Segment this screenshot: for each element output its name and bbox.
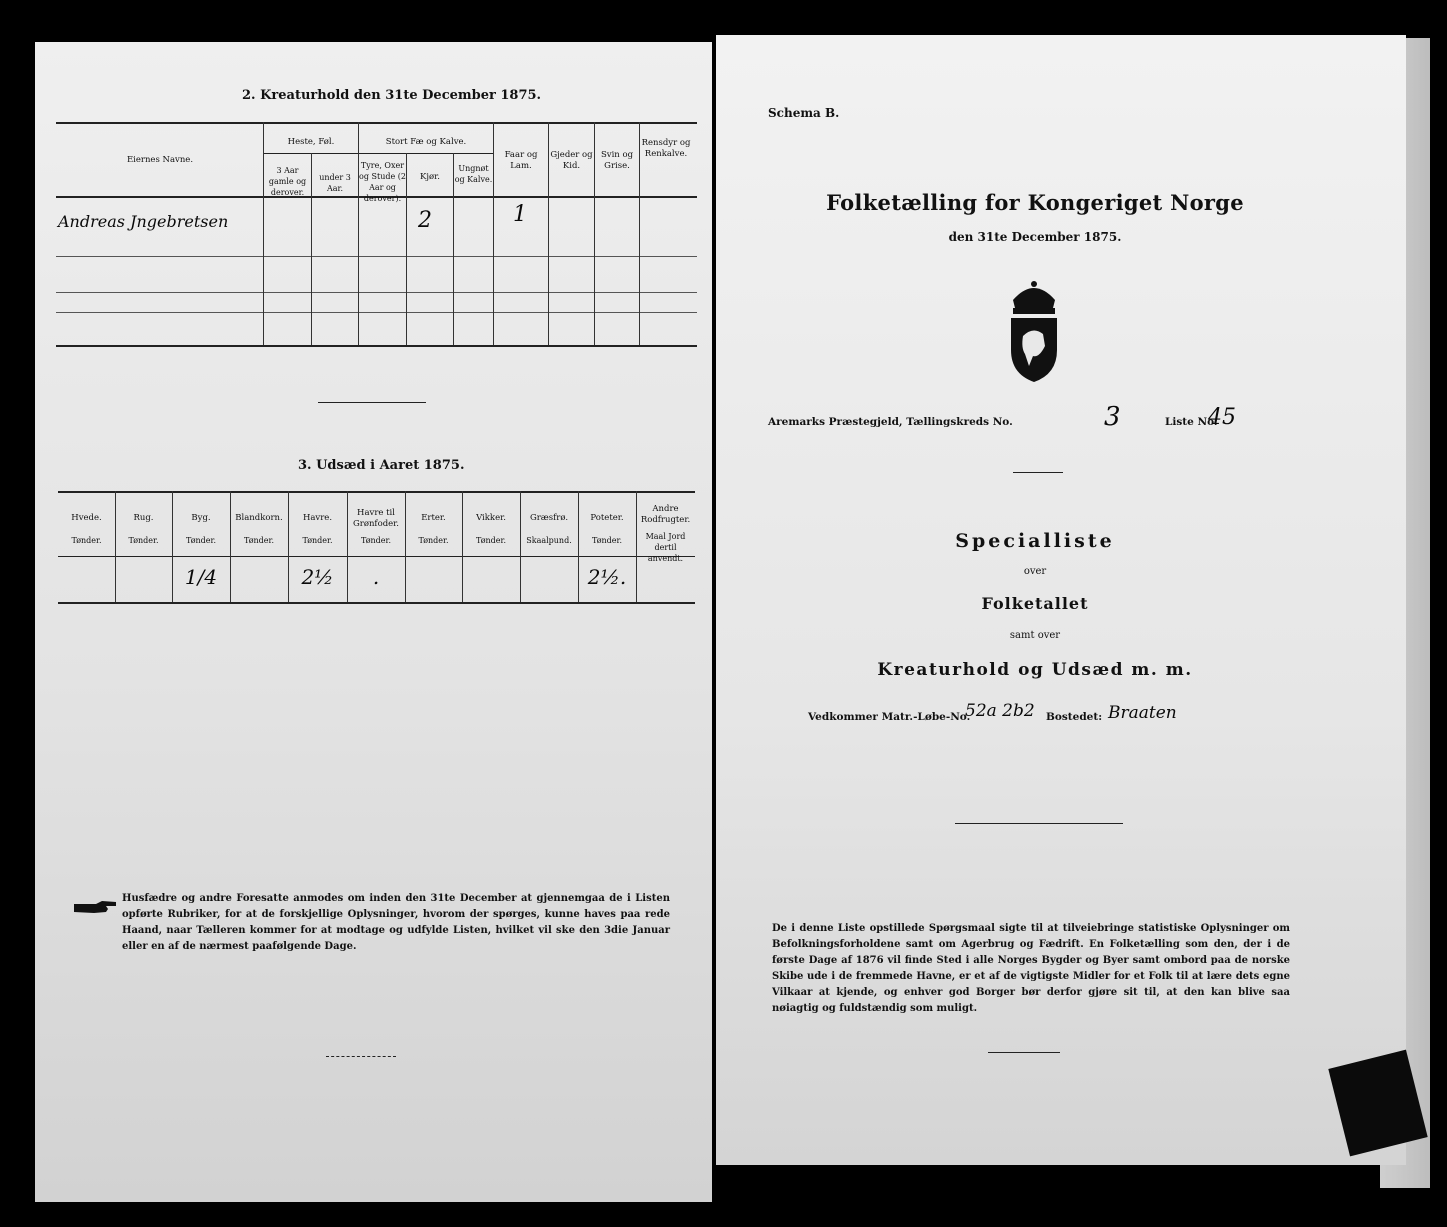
header-pigs: Svin og Grise. bbox=[600, 150, 634, 171]
crop-unit-label: Tønder. bbox=[475, 536, 507, 545]
table-rule bbox=[56, 122, 697, 124]
crop-unit-label: Tønder. bbox=[71, 536, 102, 545]
crop-column-header: Poteter. bbox=[590, 513, 624, 523]
divider-rule bbox=[988, 1052, 1060, 1053]
crop-column-header: Erter. bbox=[421, 513, 446, 523]
crop-unit-label: Tønder. bbox=[591, 536, 623, 545]
kreaturhold-heading: Kreaturhold og Udsæd m. m. bbox=[877, 660, 1193, 680]
prestegjeld-label: Aremarks Præstegjeld, Tællingskreds No. bbox=[768, 416, 1013, 428]
table-divider bbox=[520, 491, 521, 602]
crop-unit-label: Tønder. bbox=[302, 536, 333, 545]
crop-column-header: Havre. bbox=[302, 513, 333, 523]
folketallet-heading: Folketallet bbox=[981, 594, 1089, 613]
crop-unit-label: Tønder. bbox=[418, 536, 449, 545]
kreds-number: 3 bbox=[1104, 402, 1121, 432]
crop-unit-label: Tønder. bbox=[243, 536, 275, 545]
matr-number: 52a 2b2 bbox=[965, 701, 1035, 721]
crop-unit-label: Tønder. bbox=[128, 536, 159, 545]
crop-unit-label: Tønder. bbox=[360, 536, 392, 545]
header-goats: Gjeder og Kid. bbox=[550, 150, 593, 171]
crop-value: 2½. bbox=[587, 565, 627, 589]
matr-label: Vedkommer Matr.-Løbe-No. bbox=[808, 711, 971, 723]
header-horses-old: 3 Aar gamle og derover. bbox=[268, 166, 307, 197]
header-owner-names: Eiernes Navne. bbox=[126, 155, 194, 165]
header-bulls: Tyre, Oxer og Stude (2 Aar og derover). bbox=[359, 161, 406, 203]
table-rule bbox=[263, 153, 493, 154]
header-sheep: Faar og Lam. bbox=[504, 150, 538, 171]
crop-column-header: Vikker. bbox=[476, 513, 506, 523]
table-divider bbox=[115, 491, 116, 602]
crop-column-header: Rug. bbox=[133, 513, 154, 523]
crop-column-header: Andre Rodfrugter. bbox=[640, 504, 691, 525]
header-cows: Kjør. bbox=[420, 172, 440, 182]
divider-rule bbox=[1013, 472, 1063, 473]
crop-unit-label: Maal Jord dertil anvendt. bbox=[645, 532, 686, 563]
table-divider bbox=[230, 491, 231, 602]
table-rule bbox=[56, 345, 697, 347]
table-divider bbox=[405, 491, 406, 602]
crop-column-header: Græsfrø. bbox=[529, 513, 569, 523]
crop-unit-label: Skaalpund. bbox=[526, 536, 572, 545]
coat-of-arms-icon bbox=[1003, 278, 1065, 386]
page-title: Folketælling for Kongeriget Norge bbox=[826, 190, 1244, 215]
bostedet-value: Braaten bbox=[1108, 703, 1177, 723]
pointing-hand-icon bbox=[72, 898, 118, 916]
over-label: over bbox=[1023, 566, 1047, 577]
crop-column-header: Blandkorn. bbox=[235, 513, 283, 523]
liste-label: Liste No. bbox=[1165, 416, 1218, 428]
crop-value: . bbox=[372, 565, 380, 589]
owner-name: Andreas Jngebretsen bbox=[58, 212, 229, 231]
divider-rule bbox=[955, 823, 1123, 824]
liste-number: 45 bbox=[1208, 405, 1236, 430]
crop-value: 2½ bbox=[301, 565, 334, 589]
purpose-statement: De i denne Liste opstillede Spørgsmaal sigte til at tilveiebringe statistiske Oplysninger om Befolkningsforholdene samt om Agerbrug og Fædrift. En Folketælling som den, der i de første Dage af 1876 vil finde Sted i alle Norges Bygder og Byer samt ombord paa de norske Skibe ude i de fremmede Havne, er et af de vigtigste Midler for et Folk til at lære dets egne Vilkaar at kjende, og enhver god Borger bør derfor gjøre sit til, at den kan blive saa nøiagtig og fuldstændig som muligt. bbox=[772, 923, 1290, 1014]
crop-column-header: Hvede. bbox=[71, 513, 102, 523]
schema-label: Schema B. bbox=[768, 106, 840, 120]
header-horses: Heste, Føl. bbox=[287, 137, 335, 147]
header-horses-young: under 3 Aar. bbox=[319, 173, 351, 193]
table-rule bbox=[56, 292, 697, 293]
table-rule bbox=[56, 256, 697, 257]
crop-column-header: Byg. bbox=[191, 513, 211, 523]
divider-rule bbox=[326, 1056, 396, 1057]
table-rule bbox=[58, 491, 695, 493]
divider-rule bbox=[318, 402, 426, 403]
crop-unit-label: Tønder. bbox=[185, 536, 217, 545]
header-reindeer: Rensdyr og Renkalve. bbox=[641, 138, 691, 159]
table-rule bbox=[56, 312, 697, 313]
crop-column-header: Havre til Grønfoder. bbox=[352, 508, 399, 529]
header-calves: Ungnøt og Kalve. bbox=[454, 164, 493, 184]
crop-value: 1/4 bbox=[184, 565, 218, 589]
cows-count: 2 bbox=[418, 208, 432, 233]
table-divider bbox=[462, 491, 463, 602]
table-divider bbox=[263, 122, 264, 345]
bostedet-label: Bostedet: bbox=[1046, 711, 1103, 723]
table-rule bbox=[58, 556, 695, 557]
samt-over-label: samt over bbox=[1009, 630, 1061, 641]
table-divider bbox=[358, 122, 359, 345]
specialliste-heading: Specialliste bbox=[955, 530, 1115, 552]
sheep-count: 1 bbox=[513, 202, 527, 227]
bleed-through-right bbox=[1235, 290, 1370, 910]
section-3-title: 3. Udsæd i Aaret 1875. bbox=[298, 458, 465, 473]
section-2-title: 2. Kreaturhold den 31te December 1875. bbox=[242, 88, 542, 103]
header-cattle: Stort Fæ og Kalve. bbox=[385, 137, 467, 147]
table-rule bbox=[58, 602, 695, 604]
page-subtitle: den 31te December 1875. bbox=[948, 230, 1122, 244]
instructions-notice: Husfædre og andre Foresatte anmodes om inden den 31te December at gjennemgaa de i Listen opførte Rubriker, for at de forskjellige Oplysninger, hvorom der spørges, kunne haves paa rede Haand, naar Tælleren kommer for at modtage og udfylde Listen, hvilket vil ske den 3die Januar eller en af de nærmest paafølgende Dage. bbox=[122, 893, 670, 952]
